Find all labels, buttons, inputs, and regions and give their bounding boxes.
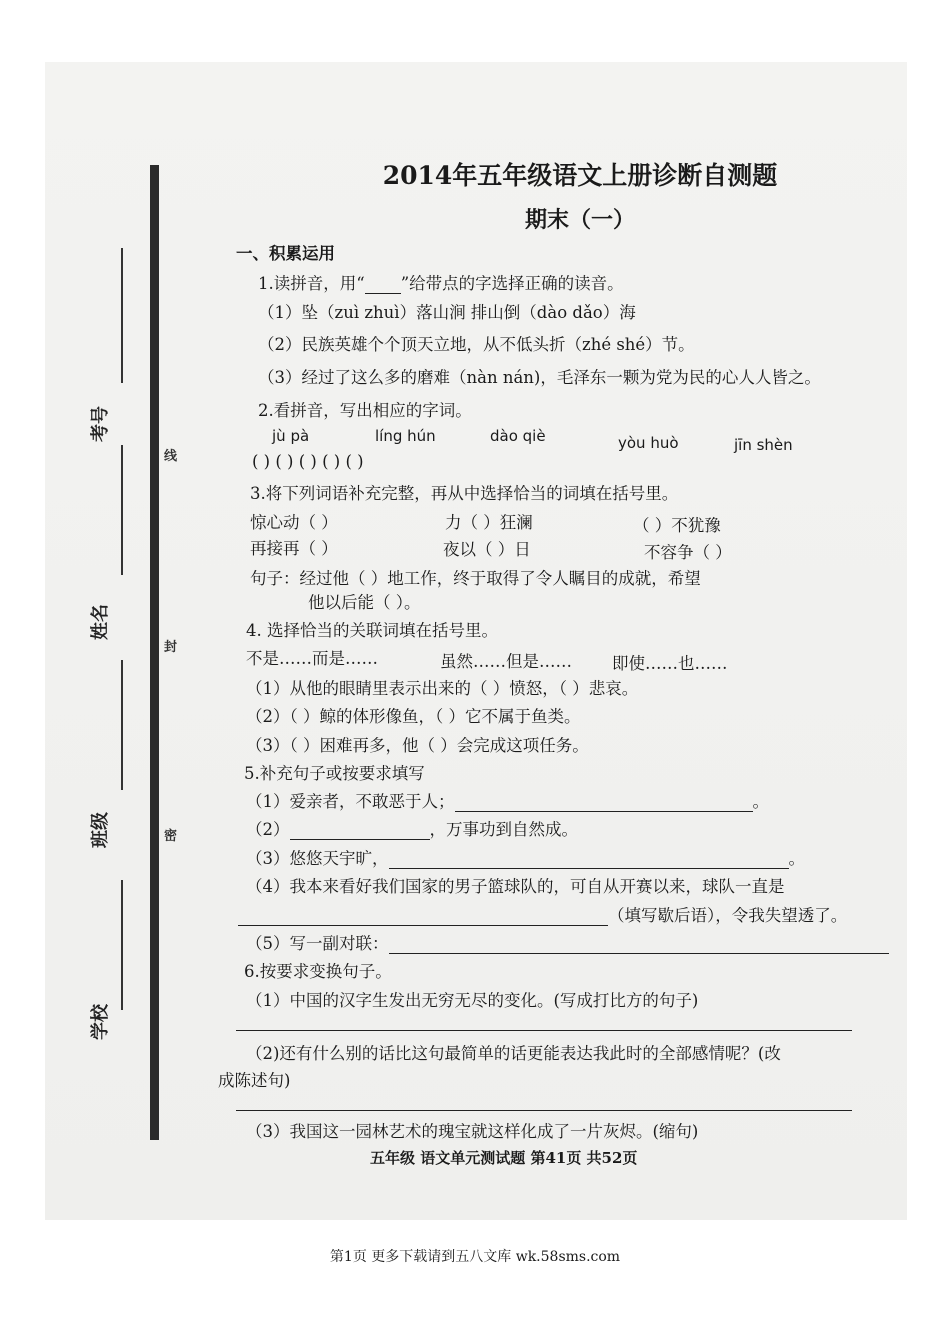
q3-sentence-b: 他以后能（ ）。 xyxy=(308,593,421,612)
q3-word-6: 不容争（ ） xyxy=(644,543,732,562)
q3-word-4: 再接再（ ） xyxy=(250,539,338,558)
q2-pinyin-4: yòu huò xyxy=(618,434,679,452)
q6-stem: 6.按要求变换句子。 xyxy=(244,962,392,981)
q2-pinyin-5: jīn shèn xyxy=(734,436,793,454)
q5-item-4a: （4）我本来看好我们国家的男子篮球队的，可自从开赛以来，球队一直是 xyxy=(246,877,785,896)
q4-option-1: 不是……而是…… xyxy=(246,649,378,668)
q2-stem: 2.看拼音，写出相应的字词。 xyxy=(258,401,472,420)
q4-option-3: 即使……也…… xyxy=(612,654,728,673)
q3-word-2: 力（ ）狂澜 xyxy=(445,513,533,532)
q6-item-3: （3）我国这一园林艺术的瑰宝就这样化成了一片灰烬。(缩句) xyxy=(246,1122,699,1141)
kaohao-blank xyxy=(121,248,123,383)
q3-sentence-a: 句子：经过他（ ）地工作，终于取得了令人瞩目的成就，希望 xyxy=(250,569,701,588)
q2-pinyin-1: jù pà xyxy=(272,427,310,445)
q6-answer-line-1 xyxy=(236,1012,852,1031)
q3-word-3: （ ）不犹豫 xyxy=(633,516,721,535)
q5-stem: 5.补充句子或按要求填写 xyxy=(244,764,425,783)
q1-item-3: （3）经过了这么多的磨难（nàn nán)，毛泽东一颗为党为民的心人人皆之。 xyxy=(258,368,821,387)
seal-feng: 封 xyxy=(164,640,178,655)
xingming-blank xyxy=(121,445,123,575)
q4-option-2: 虽然……但是…… xyxy=(440,652,572,671)
xuexiao-label: 学校 xyxy=(90,1004,111,1040)
page-title: 2014年五年级语文上册诊断自测题 xyxy=(382,161,778,190)
q5-item-1: （1）爱亲者，不敢恶于人； 。 xyxy=(246,792,769,811)
q5-item-3: （3）悠悠天宇旷， 。 xyxy=(246,849,805,868)
section-heading: 一、积累运用 xyxy=(236,244,335,263)
q1-item-2: （2）民族英雄个个顶天立地，从不低头折（zhé shé）节。 xyxy=(258,335,695,354)
q1-item-1: （1）坠（zuì zhuì）落山涧 排山倒（dào dǎo）海 xyxy=(258,303,636,322)
q6-item-2a: （2)还有什么别的话比这句最简单的话更能表达我此时的全部感情呢？(改 xyxy=(246,1044,781,1063)
xingming-label: 姓名 xyxy=(90,604,111,640)
q5-item-4b: （填写歇后语），令我失望透了。 xyxy=(238,902,847,926)
q6-item-1: （1）中国的汉字生发出无穷无尽的变化。(写成打比方的句子) xyxy=(246,991,699,1010)
q4-item-2: （2）（ ）鲸的体形像鱼，（ ）它不属于鱼类。 xyxy=(246,707,581,726)
q2-answer-boxes: ( ) ( ) ( ) ( ) ( ) xyxy=(252,452,364,471)
seal-mi: 密 xyxy=(164,829,178,844)
banji-label: 班级 xyxy=(90,812,111,848)
q2-pinyin-3: dào qiè xyxy=(490,427,546,445)
q4-item-3: （3）（ ）困难再多，他（ ）会完成这项任务。 xyxy=(246,736,589,755)
q1-stem: 1.读拼音，用“ ”给带点的字选择正确的读音。 xyxy=(258,274,624,293)
xuexiao-blank xyxy=(121,880,123,1010)
q3-word-5: 夜以（ ）日 xyxy=(443,540,531,559)
q4-item-1: （1）从他的眼睛里表示出来的（ ）愤怒，（ ）悲哀。 xyxy=(246,679,639,698)
q6-item-2b: 成陈述句) xyxy=(218,1071,291,1090)
q6-answer-line-2 xyxy=(236,1092,852,1111)
kaohao-label: 考号 xyxy=(90,406,111,442)
q4-stem: 4. 选择恰当的关联词填在括号里。 xyxy=(246,621,498,640)
document-page-footer: 第1页 更多下载请到五八文库 wk.58sms.com xyxy=(329,1249,621,1265)
q3-word-1: 惊心动（ ） xyxy=(250,513,338,532)
banji-blank xyxy=(121,660,123,790)
q5-item-2: （2） ，万事功到自然成。 xyxy=(246,820,578,839)
seal-xian: 线 xyxy=(164,449,178,464)
binding-line xyxy=(150,165,159,1140)
q2-pinyin-2: líng hún xyxy=(375,427,436,445)
exam-page-footer: 五年级 语文单元测试题 第41页 共52页 xyxy=(370,1149,638,1167)
q5-item-5: （5）写一副对联： xyxy=(246,930,889,954)
q3-stem: 3.将下列词语补充完整，再从中选择恰当的词填在括号里。 xyxy=(250,484,679,503)
page-subtitle: 期末（一） xyxy=(524,207,635,233)
